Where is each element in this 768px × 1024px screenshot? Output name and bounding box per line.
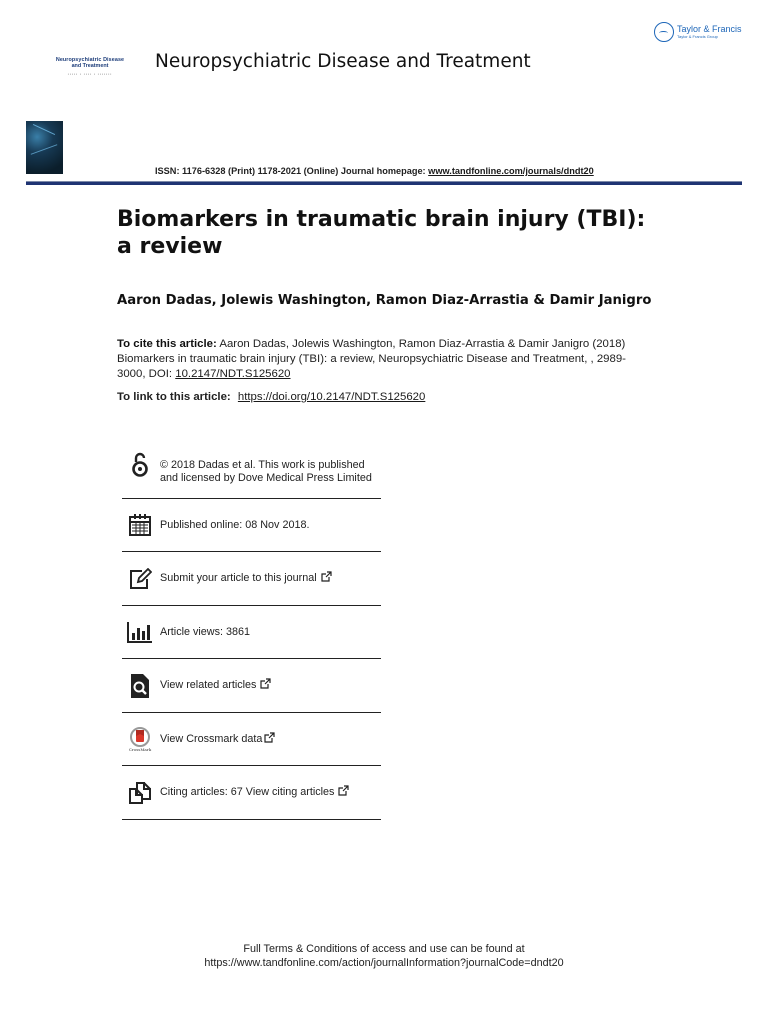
article-info-list [122,447,381,820]
journal-homepage-link[interactable]: www.tandfonline.com/journals/dndt20 [428,166,594,176]
open-access-icon [127,452,153,478]
article-link-line [117,391,425,403]
journal-title: Neuropsychiatric Disease and Treatment [155,51,531,72]
journal-logo [44,57,136,76]
journal-logo-rule: ▪▪▪▪▪ ▪ ▪▪▪▪ ▪ ▪▪▪▪▪▪▪ [67,72,113,76]
citing-documents-icon [127,780,153,806]
article-title: Biomarkers in traumatic brain injury (TBI): a review [117,207,646,259]
journal-logo-line2: and Treatment [71,63,109,69]
search-document-icon [127,673,153,699]
journal-logo-line1: Neuropsychiatric Disease [55,57,125,63]
issn-line [155,166,594,176]
published-row [122,499,381,552]
external-link-icon[interactable] [260,678,271,693]
publisher-name: Taylor & Francis [677,24,742,34]
published-date: Published online: 08 Nov 2018. [160,518,310,531]
edit-icon [127,566,153,592]
journal-cover-image [26,121,63,174]
article-doi-url[interactable]: https://doi.org/10.2147/NDT.S125620 [237,391,426,403]
license-row [122,447,381,499]
crossmark-row[interactable] [122,713,381,766]
doi-link[interactable]: 10.2147/NDT.S125620 [175,368,291,380]
related-articles-link[interactable]: View related articles [160,679,257,691]
submit-link[interactable]: Submit your article to this journal [160,572,317,584]
external-link-icon[interactable] [321,571,332,586]
terms-line1: Full Terms & Conditions of access and use can be found at [243,943,525,955]
publisher-group: Taylor & Francis Group [677,34,718,39]
external-link-icon[interactable] [264,732,275,747]
header-divider [26,182,742,185]
issn-text: ISSN: 1176-6328 (Print) 1178-2021 (Online) Journal homepage: [155,166,429,176]
article-views: Article views: 3861 [160,625,251,638]
related-row[interactable] [122,659,381,713]
publisher-logo[interactable] [654,22,742,42]
publisher-logo-icon [654,22,674,42]
crossmark-icon [127,726,153,752]
bar-chart-icon [127,619,153,645]
submit-row[interactable] [122,552,381,606]
crossmark-link[interactable]: View Crossmark data [160,732,263,745]
views-row [122,606,381,659]
svg-text:CrossMark: CrossMark [128,747,152,752]
citing-articles-link[interactable]: Citing articles: 67 View citing articles [160,786,335,798]
terms-url[interactable]: https://www.tandfonline.com/action/journalInformation?journalCode=dndt20 [204,957,564,969]
cite-text: Aaron Dadas, Jolewis Washington, Ramon Diaz-Arrastia & Damir Janigro (2018) Biomarkers in traumatic brain injury (TBI): a review, Neuropsychiatric Disease and Treatment, , 2989-3000, DOI: [117,338,626,380]
calendar-icon [127,512,153,538]
external-link-icon[interactable] [338,785,349,800]
citation-block [117,337,647,382]
license-line2: and licensed by Dove Medical Press Limited [160,471,372,484]
license-line1: © 2018 Dadas et al. This work is published [160,458,365,471]
article-authors: Aaron Dadas, Jolewis Washington, Ramon Diaz-Arrastia & Damir Janigro [117,293,652,308]
cite-label: To cite this article: [117,338,217,350]
terms-footer [0,942,768,970]
citing-row[interactable] [122,766,381,820]
link-label: To link to this article: [117,391,231,403]
